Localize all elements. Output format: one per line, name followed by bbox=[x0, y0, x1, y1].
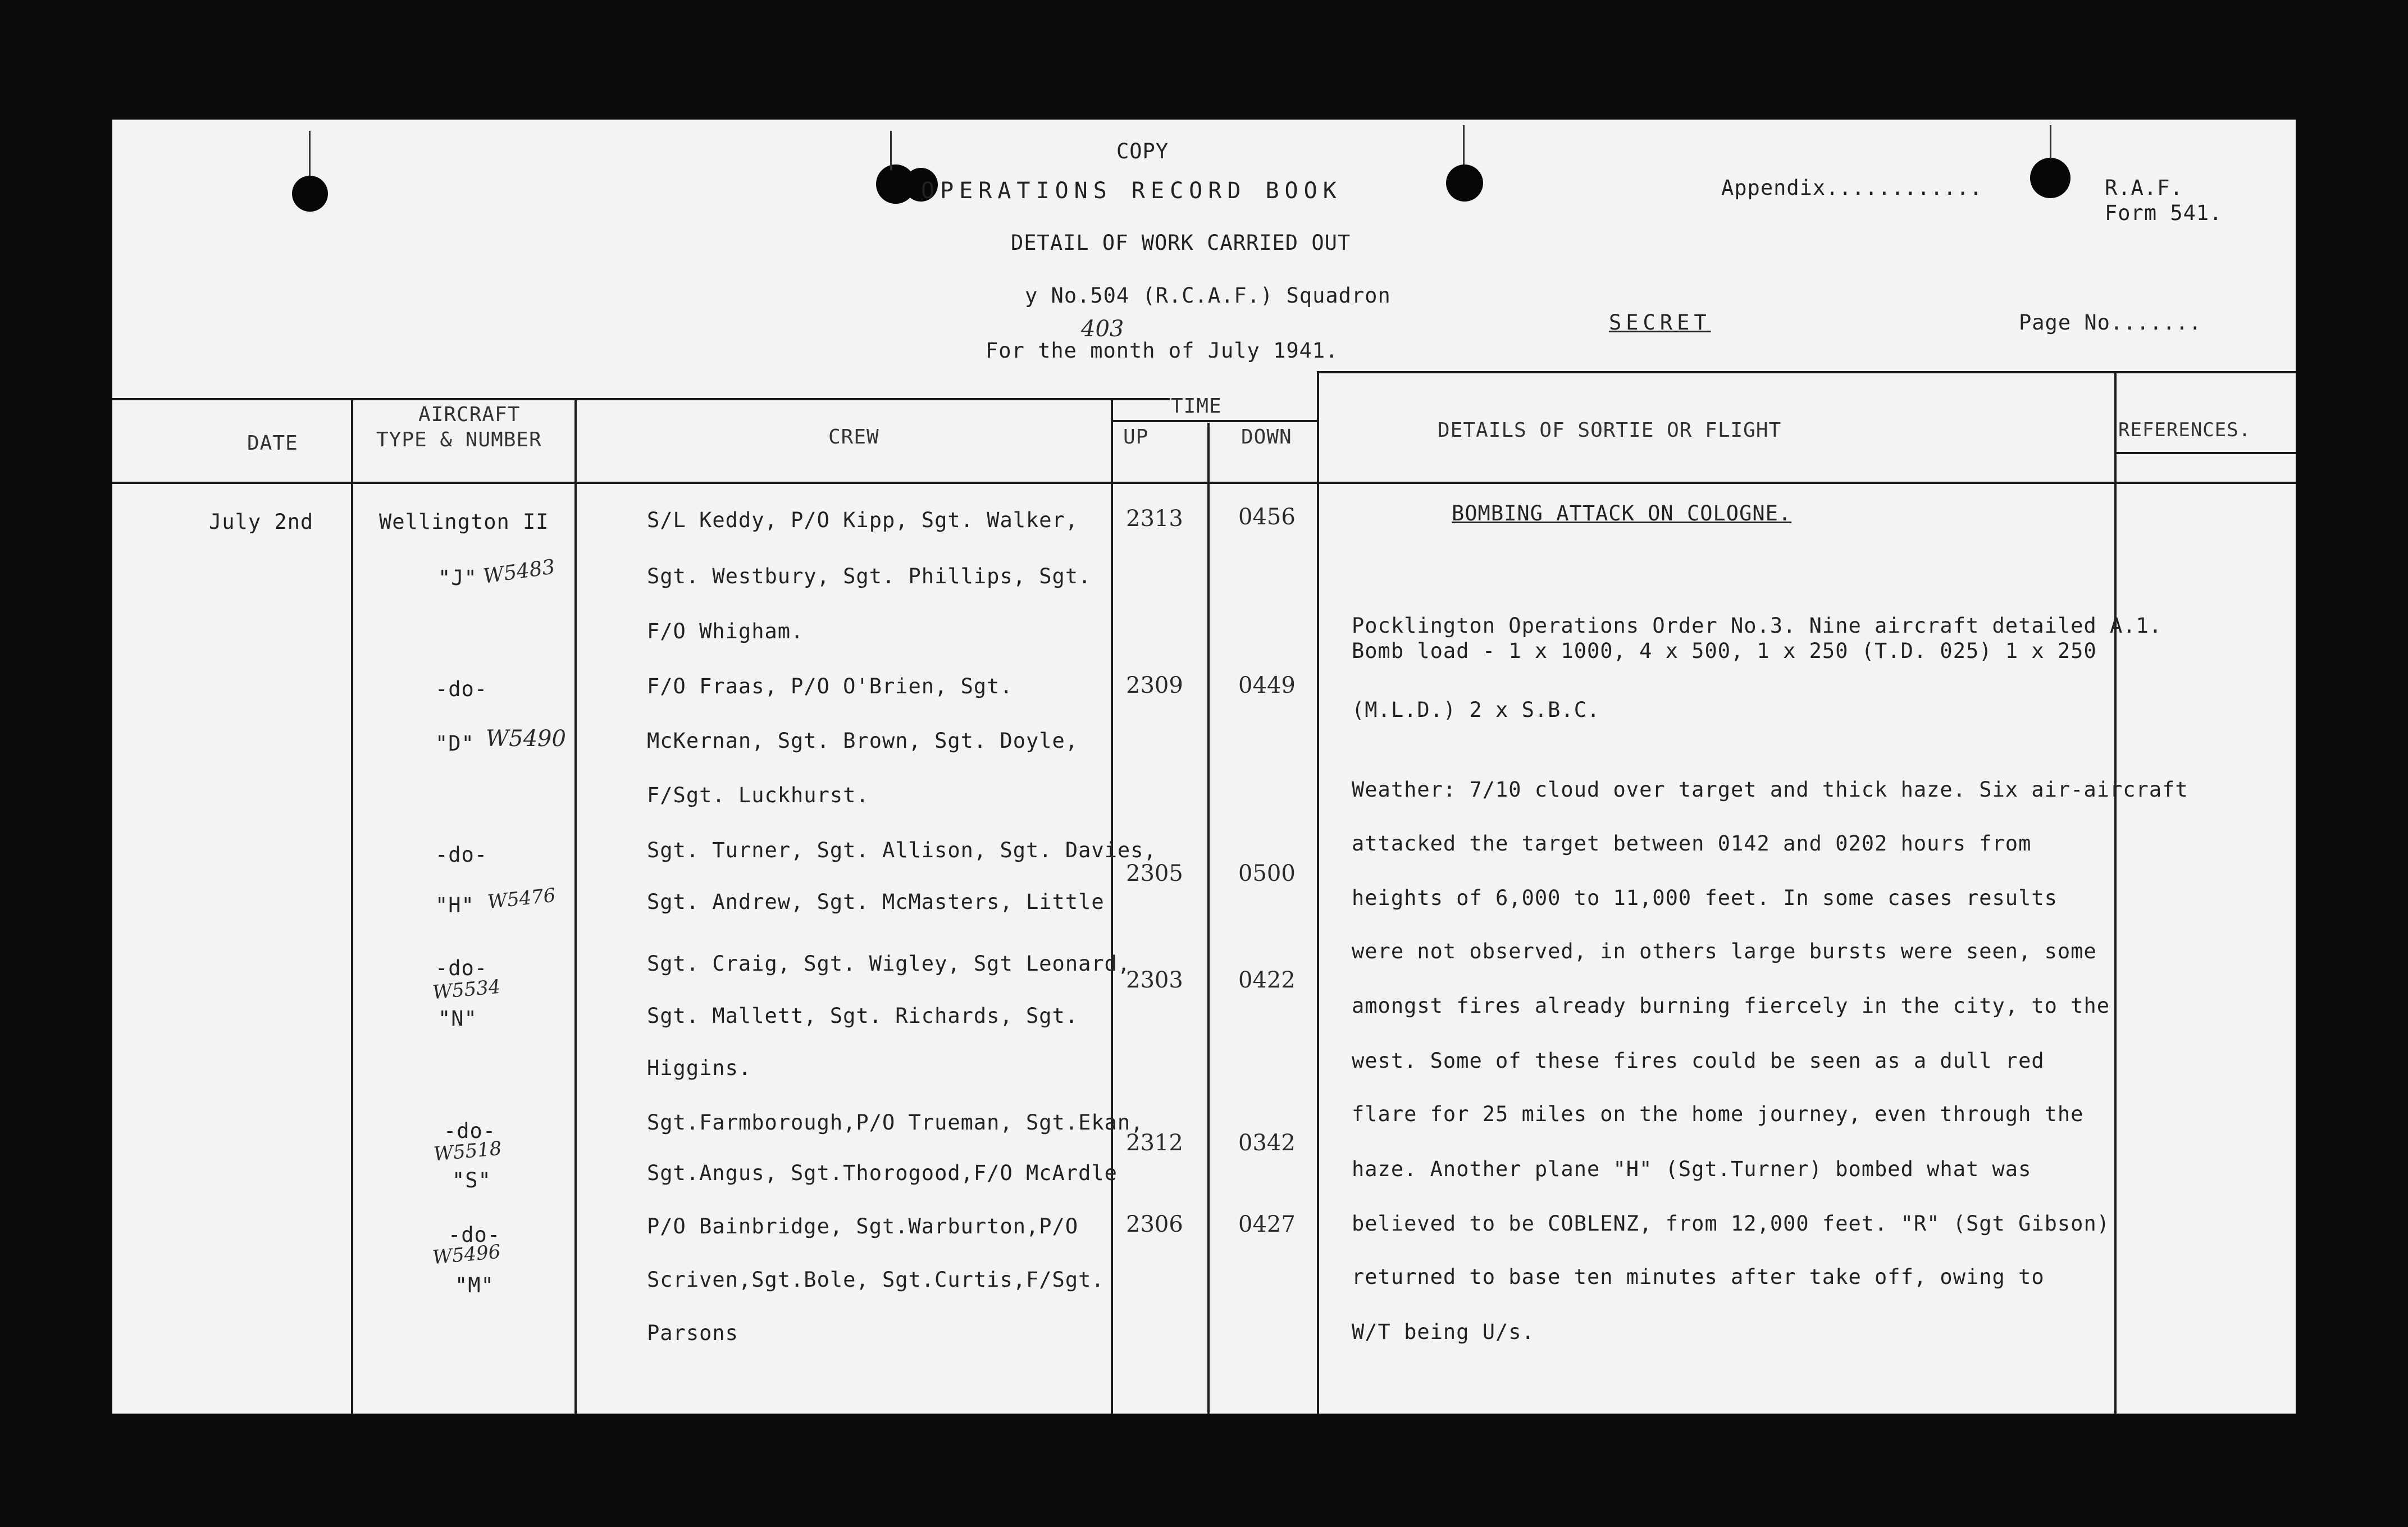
details-line: were not observed, in others large bursts were seen, some bbox=[1352, 939, 2097, 963]
table-top-rule bbox=[1317, 371, 2296, 373]
column-divider bbox=[2114, 371, 2117, 1414]
details-line: Weather: 7/10 cloud over target and thick haze. Six air-aircraft bbox=[1352, 778, 2188, 802]
header-crew: CREW bbox=[828, 426, 879, 449]
time-down: 0456 bbox=[1238, 504, 1296, 530]
form-number: Form 541. bbox=[2105, 201, 2223, 225]
crew-line: F/Sgt. Luckhurst. bbox=[647, 783, 869, 807]
aircraft-serial: W5534 bbox=[431, 975, 501, 1004]
aircraft-serial: W5476 bbox=[486, 884, 557, 914]
aircraft-letter: "M" bbox=[455, 1273, 494, 1297]
header-bottom-rule bbox=[112, 482, 2296, 484]
crew-line: McKernan, Sgt. Brown, Sgt. Doyle, bbox=[647, 729, 1079, 753]
aircraft-serial: W5483 bbox=[481, 555, 557, 588]
time-up: 2313 bbox=[1126, 506, 1183, 532]
tag-string bbox=[309, 131, 311, 176]
time-down: 0427 bbox=[1238, 1211, 1296, 1237]
column-divider bbox=[1207, 423, 1210, 1414]
details-line: (M.L.D.) 2 x S.B.C. bbox=[1352, 698, 1600, 722]
time-down: 0449 bbox=[1238, 673, 1296, 698]
header-aircraft: AIRCRAFT bbox=[418, 403, 521, 426]
crew-line: Sgt. Westbury, Sgt. Phillips, Sgt. bbox=[647, 564, 1092, 588]
time-up: 2309 bbox=[1126, 673, 1183, 698]
time-down: 0500 bbox=[1238, 861, 1296, 886]
details-line: Pocklington Operations Order No.3. Nine aircraft detailed A.1. bbox=[1352, 614, 2163, 638]
aircraft-type: Wellington II bbox=[379, 510, 549, 534]
aircraft-letter: "H" bbox=[435, 893, 475, 917]
details-line: amongst fires already burning fiercely in the city, to the bbox=[1352, 994, 2110, 1018]
header-references: REFERENCES. bbox=[2118, 419, 2251, 441]
aircraft-letter: "S" bbox=[452, 1168, 491, 1192]
time-up: 2312 bbox=[1126, 1130, 1183, 1156]
time-up: 2303 bbox=[1126, 967, 1183, 993]
column-divider bbox=[351, 398, 353, 1414]
appendix-label: Appendix............ bbox=[1721, 176, 1983, 200]
crew-line: F/O Whigham. bbox=[647, 619, 804, 643]
aircraft-letter: "D" bbox=[435, 732, 475, 756]
tag-string bbox=[890, 131, 892, 170]
column-divider bbox=[1111, 398, 1113, 1414]
aircraft-serial: W5490 bbox=[486, 726, 566, 752]
details-line: flare for 25 miles on the home journey, even through the bbox=[1352, 1102, 2084, 1126]
column-divider bbox=[1317, 371, 1319, 1414]
crew-line: P/O Bainbridge, Sgt.Warburton,P/O bbox=[647, 1214, 1079, 1238]
column-divider bbox=[574, 398, 577, 1414]
aircraft-serial: W5496 bbox=[431, 1240, 501, 1269]
crew-line: Sgt. Mallett, Sgt. Richards, Sgt. bbox=[647, 1004, 1079, 1028]
details-line: haze. Another plane "H" (Sgt.Turner) bombed what was bbox=[1352, 1157, 2032, 1181]
header-time: TIME bbox=[1171, 395, 1222, 418]
aircraft-ditto: -do- bbox=[435, 677, 488, 701]
crew-line: Sgt. Andrew, Sgt. McMasters, Little bbox=[647, 890, 1105, 914]
details-line: attacked the target between 0142 and 0202 hours from bbox=[1352, 831, 2032, 856]
details-line: Bomb load - 1 x 1000, 4 x 500, 1 x 250 (T.D. 025) 1 x 250 bbox=[1352, 639, 2097, 663]
header-details: DETAILS OF SORTIE OR FLIGHT bbox=[1438, 419, 1782, 442]
raf-label: R.A.F. bbox=[2105, 176, 2183, 200]
header-up: UP bbox=[1123, 426, 1149, 449]
time-up: 2305 bbox=[1126, 861, 1183, 886]
details-line: heights of 6,000 to 11,000 feet. In some cases results bbox=[1352, 886, 2058, 910]
time-down: 0422 bbox=[1238, 967, 1296, 993]
page-number: Page No....... bbox=[2019, 310, 2202, 335]
crew-line: Higgins. bbox=[647, 1056, 752, 1080]
crew-line: Sgt. Craig, Sgt. Wigley, Sgt Leonard, bbox=[647, 952, 1131, 976]
aircraft-ditto: -do- bbox=[444, 1119, 496, 1143]
time-up: 2306 bbox=[1126, 1211, 1183, 1237]
details-line: W/T being U/s. bbox=[1352, 1320, 1535, 1344]
crew-line: Sgt.Farmborough,P/O Trueman, Sgt.Ekan, bbox=[647, 1110, 1144, 1135]
crew-line: Sgt.Angus, Sgt.Thorogood,F/O McArdle bbox=[647, 1161, 1118, 1185]
aircraft-letter: "N" bbox=[438, 1007, 477, 1031]
record-sheet bbox=[112, 120, 2296, 1414]
sortie-heading: BOMBING ATTACK ON COLOGNE. bbox=[1452, 501, 1792, 525]
crew-line: F/O Fraas, P/O O'Brien, Sgt. bbox=[647, 674, 1013, 698]
aircraft-serial: W5518 bbox=[432, 1137, 503, 1166]
crew-line: Sgt. Turner, Sgt. Allison, Sgt. Davies, bbox=[647, 838, 1157, 862]
entry-date: July 2nd bbox=[209, 510, 314, 534]
header-type-number: TYPE & NUMBER bbox=[376, 428, 542, 451]
time-header-rule bbox=[1111, 420, 1317, 422]
tag-string bbox=[1463, 125, 1465, 164]
squadron-line: y No.504 (R.C.A.F.) Squadron bbox=[1025, 284, 1391, 308]
aircraft-ditto: -do- bbox=[435, 843, 488, 867]
punch-hole bbox=[292, 176, 328, 212]
details-line: west. Some of these fires could be seen as a dull red bbox=[1352, 1049, 2045, 1073]
month-line: For the month of July 1941. bbox=[986, 339, 1339, 363]
header-down: DOWN bbox=[1241, 426, 1292, 449]
detail-line: DETAIL OF WORK CARRIED OUT bbox=[1011, 231, 1351, 255]
crew-line: S/L Keddy, P/O Kipp, Sgt. Walker, bbox=[647, 508, 1079, 532]
details-line: believed to be COBLENZ, from 12,000 feet. "R" (Sgt Gibson) bbox=[1352, 1211, 2110, 1236]
crew-line: Parsons bbox=[647, 1321, 738, 1345]
aircraft-letter: "J" bbox=[438, 566, 477, 590]
punch-hole bbox=[2030, 158, 2070, 198]
copy-label: COPY bbox=[1116, 139, 1169, 163]
table-top-rule bbox=[112, 398, 1170, 400]
secret-stamp: SECRET bbox=[1609, 310, 1711, 335]
punch-hole bbox=[1446, 164, 1483, 202]
squadron-correction: 403 bbox=[1081, 316, 1124, 342]
time-down: 0342 bbox=[1238, 1130, 1296, 1156]
document-title: OPERATIONS RECORD BOOK bbox=[921, 178, 1342, 204]
tag-string bbox=[2050, 125, 2051, 159]
crew-line: Scriven,Sgt.Bole, Sgt.Curtis,F/Sgt. bbox=[647, 1268, 1105, 1292]
aircraft-ditto: -do- bbox=[448, 1223, 501, 1247]
header-date: DATE bbox=[247, 432, 298, 455]
aircraft-ditto: -do- bbox=[435, 956, 488, 980]
references-header-rule bbox=[2114, 452, 2296, 454]
details-line: returned to base ten minutes after take off, owing to bbox=[1352, 1265, 2045, 1289]
